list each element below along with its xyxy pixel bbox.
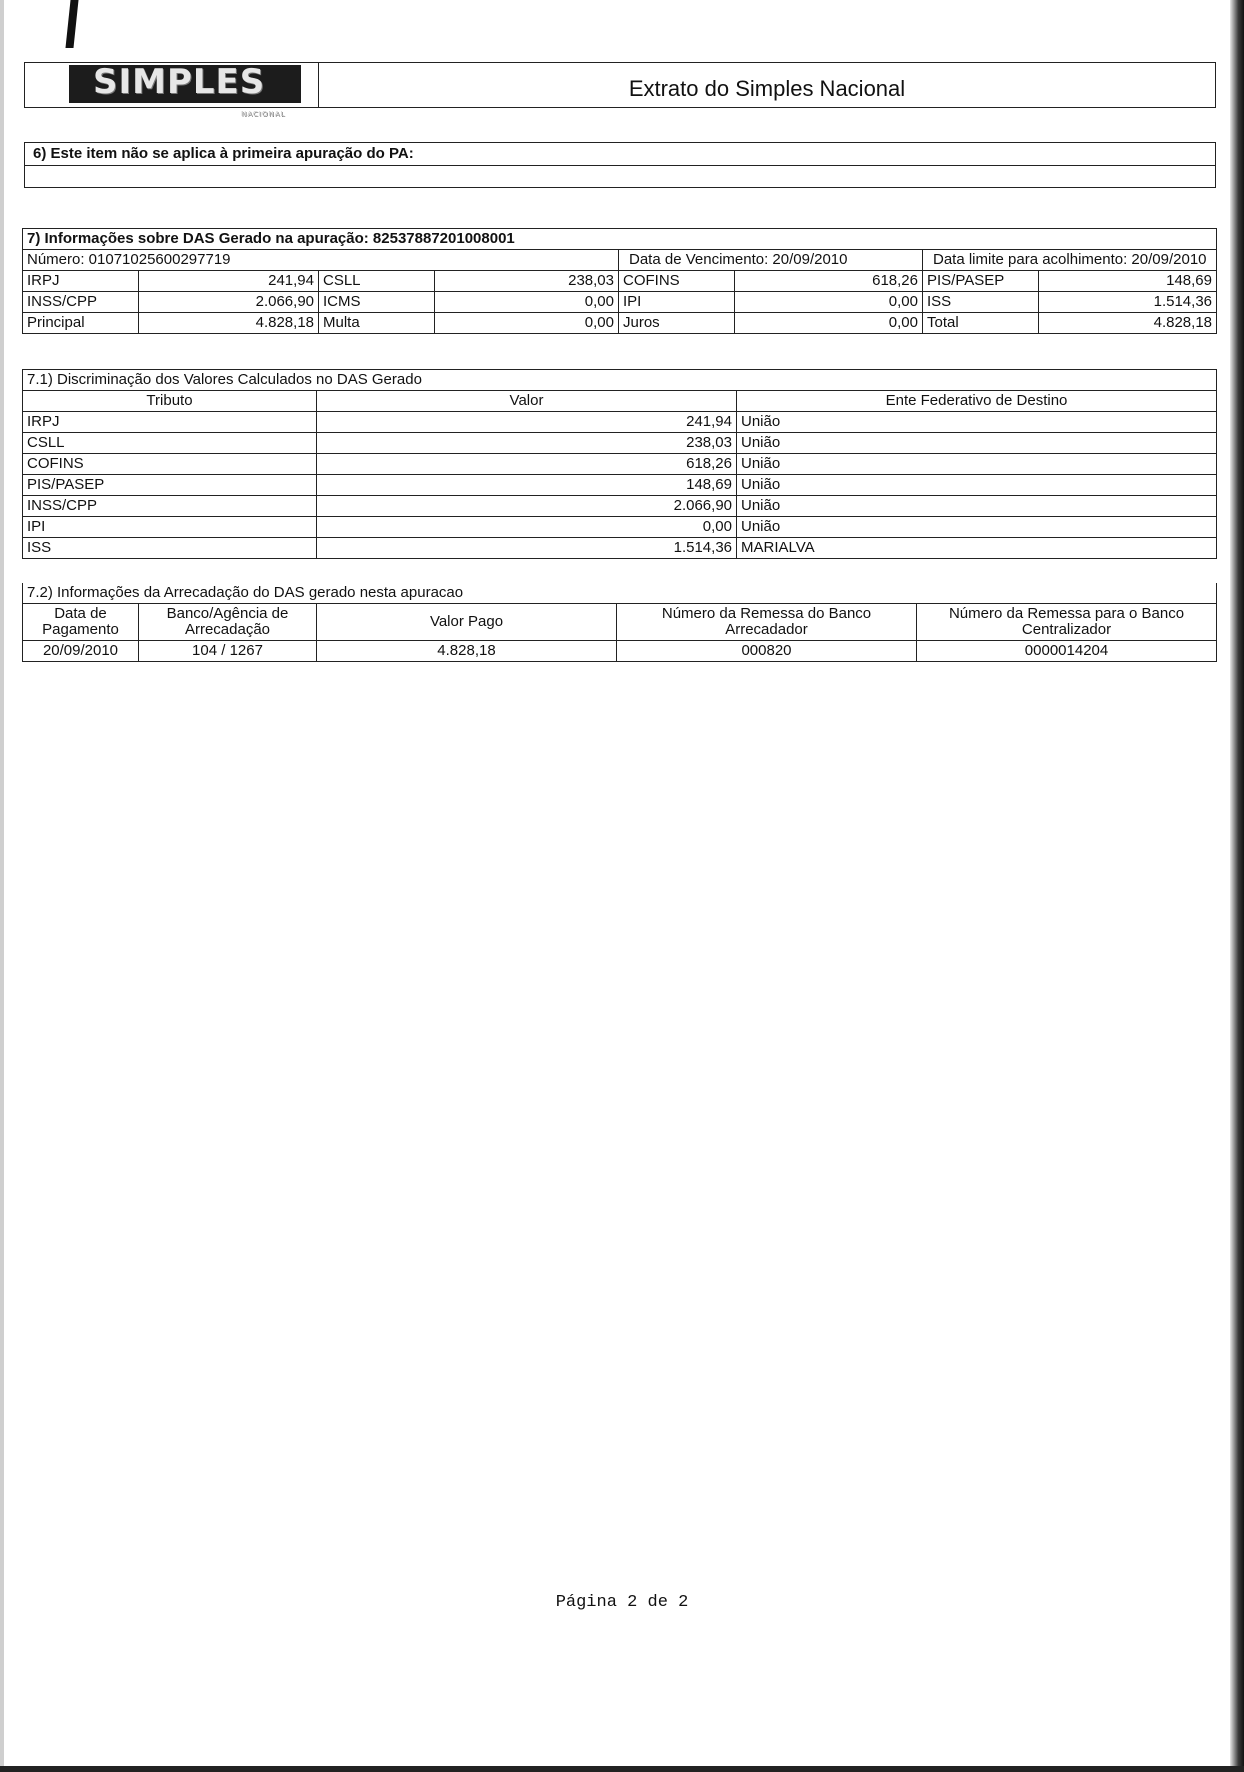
tax-row [23,271,1217,292]
logo-subtext: NACIONAL [241,110,286,118]
table-row [23,517,1217,538]
tax-label: Multa [319,313,435,334]
tributo-cell: IPI [23,517,317,538]
remessa-centralizador-cell: 0000014204 [917,641,1217,662]
ente-cell: União [737,412,1217,433]
section-6-heading: 6) Este item não se aplica à primeira apuração do PA: [25,143,1215,166]
header-line: Banco/Agência de [166,605,289,622]
column-header-banco-agencia [139,604,317,641]
table-row [23,641,1217,662]
data-pagamento-cell: 20/09/2010 [23,641,139,662]
numero-das: Número: 01071025600297719 [23,250,619,271]
valor-cell: 238,03 [317,433,737,454]
valor-pago-cell: 4.828,18 [317,641,617,662]
valor-cell: 2.066,90 [317,496,737,517]
table-row [23,496,1217,517]
banco-agencia-cell: 104 / 1267 [139,641,317,662]
table-row [23,454,1217,475]
ente-cell: União [737,517,1217,538]
tax-value: 1.514,36 [1039,292,1217,313]
tax-value: 0,00 [435,292,619,313]
tax-label: ICMS [319,292,435,313]
data-vencimento: Data de Vencimento: 20/09/2010 [619,250,923,271]
tax-row [23,292,1217,313]
column-header-valor: Valor [317,391,737,412]
column-header-tributo: Tributo [23,391,317,412]
page-number: Página 2 de 2 [555,1593,689,1612]
tributo-cell: IRPJ [23,412,317,433]
tax-row [23,313,1217,334]
logo-cell [25,62,319,118]
ente-cell: MARIALVA [737,538,1217,559]
table-row [23,433,1217,454]
header-line: Valor Pago [429,613,504,630]
scan-edge-bottom [0,1766,1244,1772]
tax-label: ISS [923,292,1039,313]
table-row [23,475,1217,496]
section-7-1-heading: 7.1) Discriminação dos Valores Calculados no DAS Gerado [23,370,1217,391]
section-7-2-heading: 7.2) Informações da Arrecadação do DAS gerado nesta apuracao [23,583,1217,604]
tax-value: 0,00 [435,313,619,334]
ente-cell: União [737,433,1217,454]
logo-text: SIMPLES [93,62,266,102]
valor-cell: 148,69 [317,475,737,496]
table-row [23,412,1217,433]
section-7-2-table [22,583,1217,662]
tax-label: IRPJ [23,271,139,292]
tributo-cell: INSS/CPP [23,496,317,517]
tributo-cell: CSLL [23,433,317,454]
tax-label: Juros [619,313,735,334]
tax-label: CSLL [319,271,435,292]
tax-value: 2.066,90 [139,292,319,313]
document-title: Extrato do Simples Nacional [628,76,906,101]
tax-label: IPI [619,292,735,313]
column-header-data-pagamento [23,604,139,641]
valor-cell: 0,00 [317,517,737,538]
ente-cell: União [737,496,1217,517]
tax-label: PIS/PASEP [923,271,1039,292]
column-header-valor-pago [317,604,617,641]
tax-value: 238,03 [435,271,619,292]
column-header-ente: Ente Federativo de Destino [737,391,1217,412]
header-line: Arrecadação [184,621,271,638]
valor-cell: 618,26 [317,454,737,475]
tributo-cell: PIS/PASEP [23,475,317,496]
section-6 [24,142,1216,188]
section-7-table [22,228,1217,334]
tax-value: 148,69 [1039,271,1217,292]
document-header [24,62,1216,118]
ente-cell: União [737,475,1217,496]
tax-label: COFINS [619,271,735,292]
tax-label: Principal [23,313,139,334]
header-line: Pagamento [42,621,119,638]
scan-edge-right [1230,0,1244,1772]
remessa-arrecadador-cell: 000820 [617,641,917,662]
header-line: Data de [54,605,107,622]
tributo-cell: COFINS [23,454,317,475]
table-row [23,538,1217,559]
tax-value: 0,00 [735,292,923,313]
valor-cell: 1.514,36 [317,538,737,559]
tax-label: Total [923,313,1039,334]
header-line: Número da Remessa do Banco [661,605,872,622]
tax-value: 0,00 [735,313,923,334]
tax-value: 4.828,18 [1039,313,1217,334]
header-line: Centralizador [1021,621,1112,638]
column-header-remessa-arrecadador [617,604,917,641]
ente-cell: União [737,454,1217,475]
section-7-heading: 7) Informações sobre DAS Gerado na apuração: 82537887201008001 [23,229,1217,250]
column-header-remessa-centralizador [917,604,1217,641]
simples-logo [69,62,301,118]
header-line: Arrecadador [725,621,808,638]
section-7-1-table [22,369,1217,559]
data-limite: Data limite para acolhimento: 20/09/2010 [923,250,1217,271]
tax-value: 4.828,18 [139,313,319,334]
tax-value: 241,94 [139,271,319,292]
header-line: Número da Remessa para o Banco [948,605,1185,622]
tax-value: 618,26 [735,271,923,292]
tributo-cell: ISS [23,538,317,559]
scan-mark [65,0,78,48]
valor-cell: 241,94 [317,412,737,433]
scan-edge-left [0,0,4,1772]
tax-label: INSS/CPP [23,292,139,313]
